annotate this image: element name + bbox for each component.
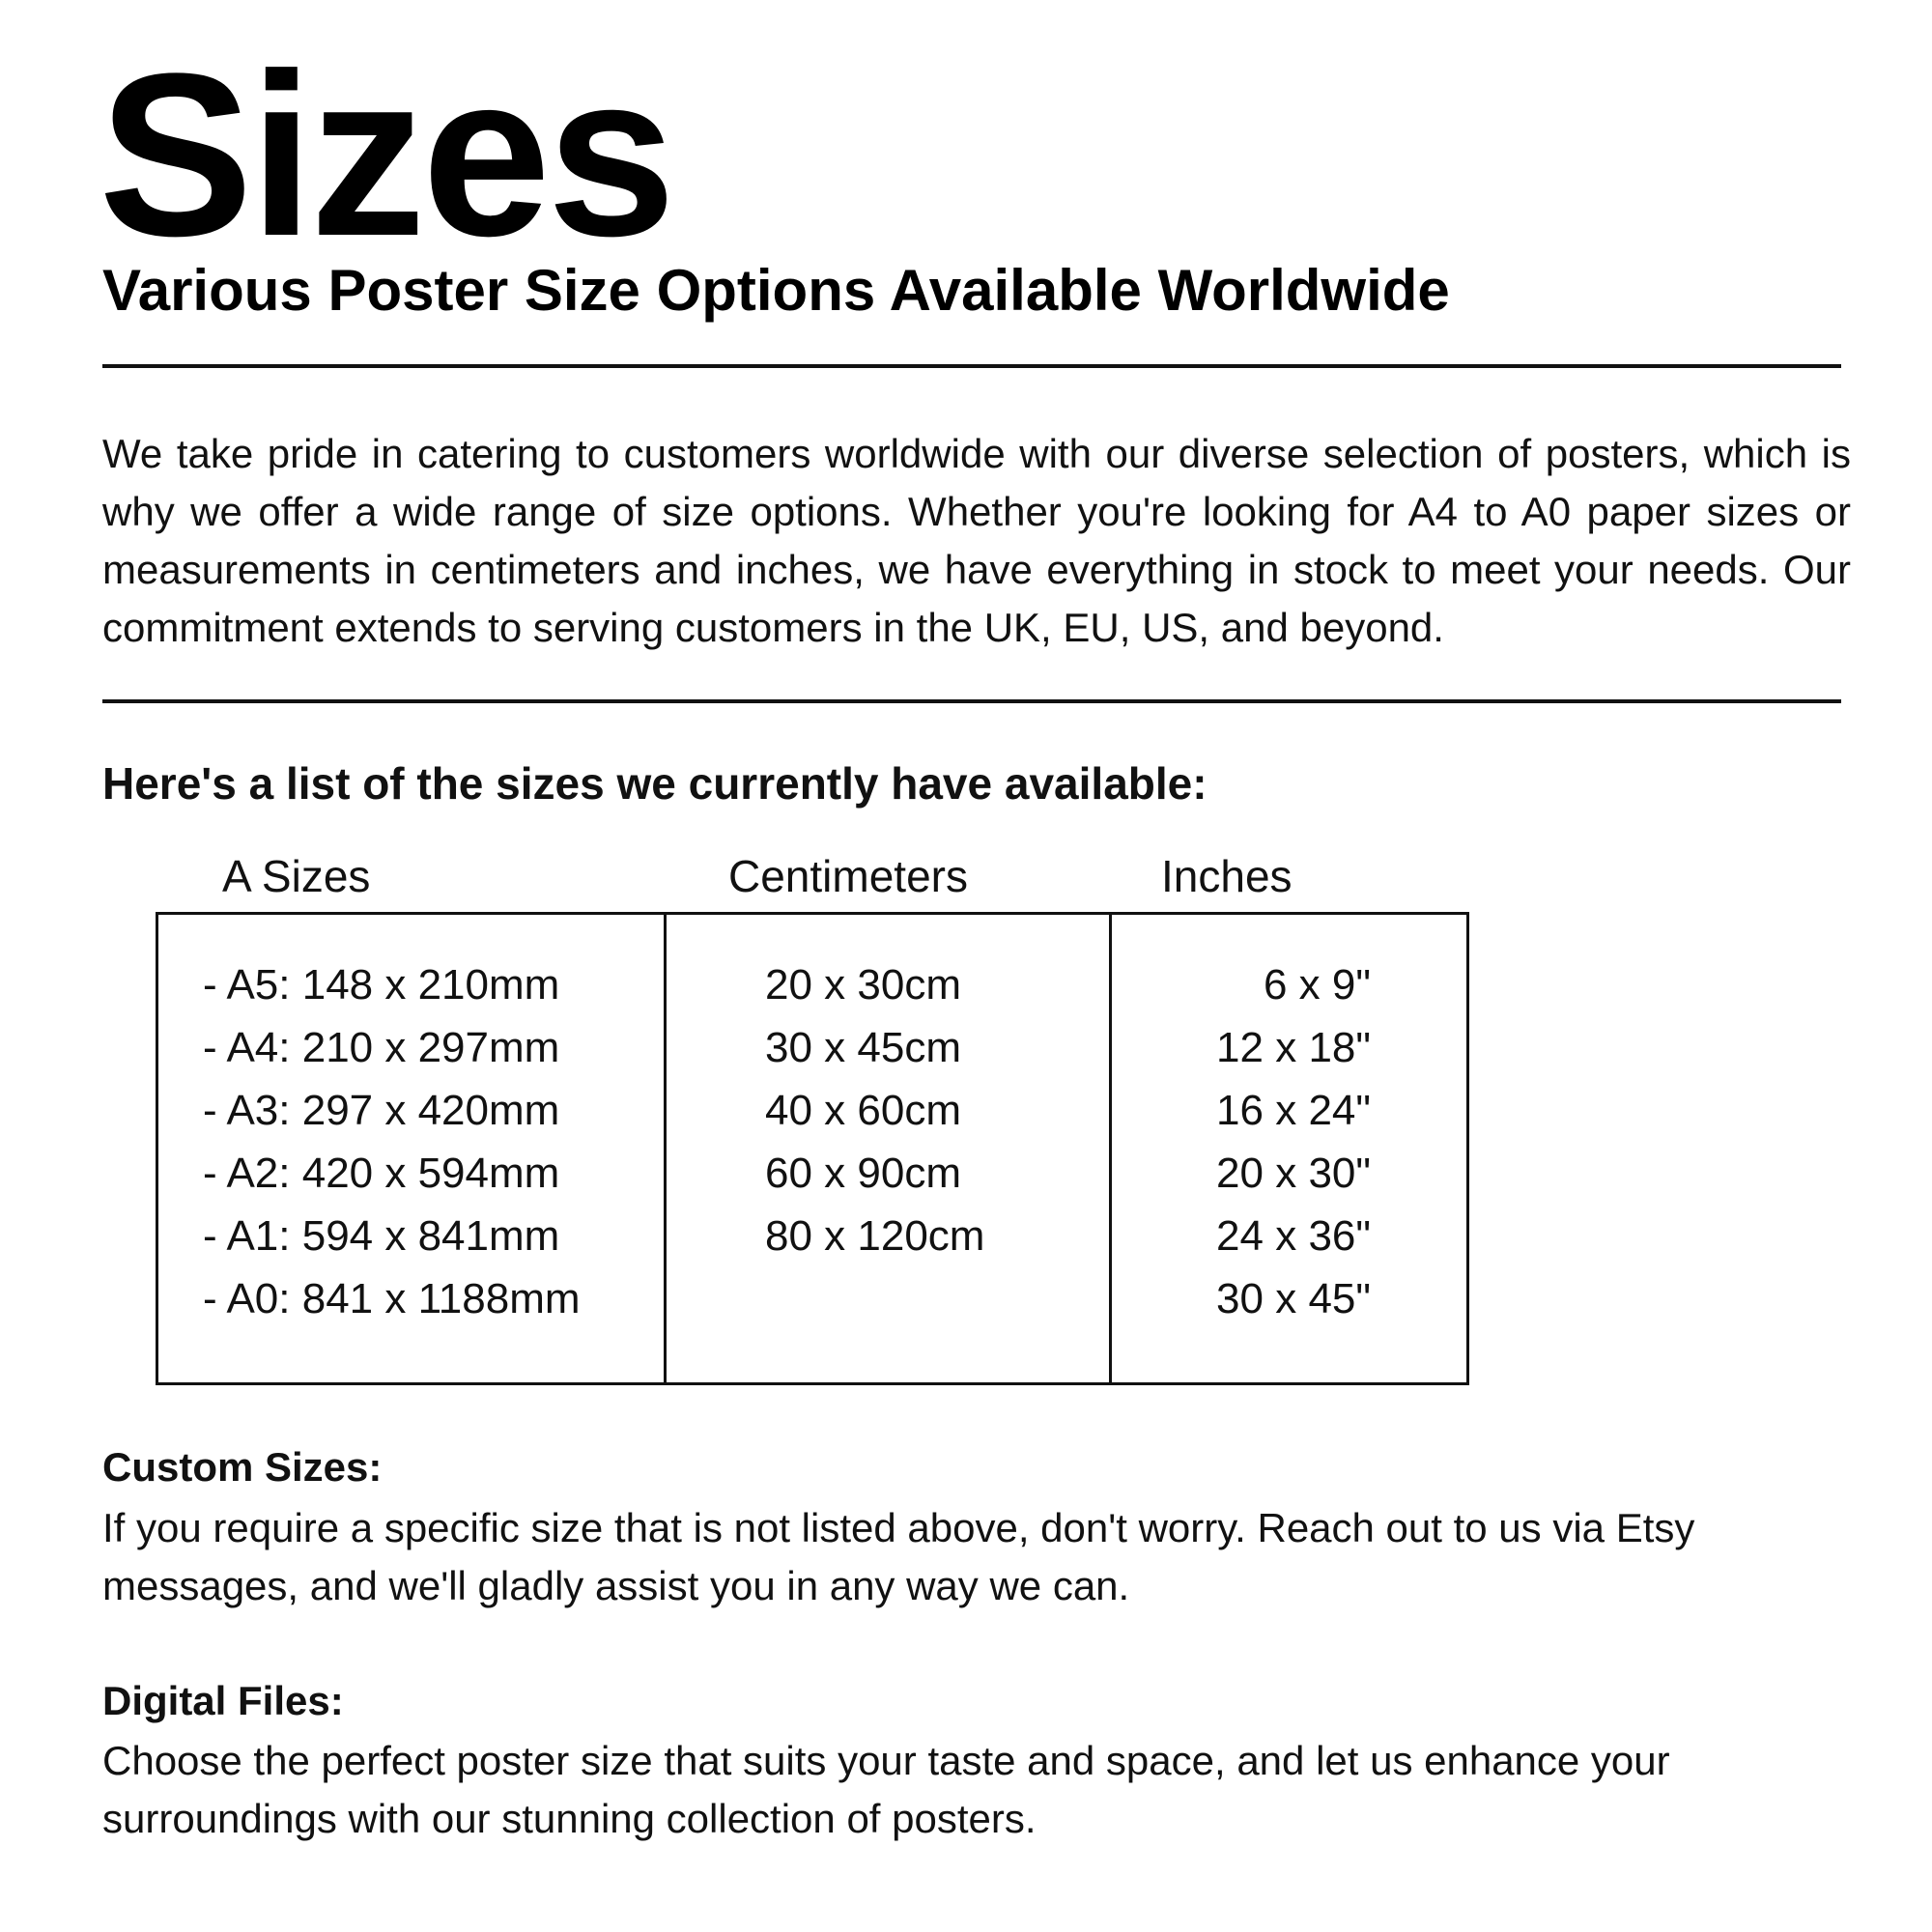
- page-title: Sizes: [99, 25, 672, 284]
- page-subtitle: Various Poster Size Options Available Worldwide: [102, 258, 1450, 323]
- intro-paragraph: We take pride in catering to customers worldwide with our diverse selection of posters, which is why we offer a wide range of size options. Whether you're looking for A4 to A0 paper sizes or measurements in centimeters and inches, we have everything in stock to meet your needs. Our commitment extends to serving customers in the UK, EU, US, and beyond.: [102, 431, 1851, 650]
- cm-size-item: 80 x 120cm: [765, 1212, 985, 1260]
- divider-top: [102, 364, 1841, 368]
- a-size-item: - A2: 420 x 594mm: [203, 1150, 560, 1197]
- inch-size-item: 6 x 9": [1263, 961, 1371, 1009]
- centimeters-column: [765, 953, 1074, 1267]
- column-header-a-sizes: A Sizes: [222, 851, 371, 901]
- digital-files-text: Choose the perfect poster size that suits your taste and space, and let us enhance your surroundings with our stunning collection of posters.: [102, 1738, 1670, 1841]
- cm-size-item: 40 x 60cm: [765, 1087, 961, 1134]
- a-size-item: - A3: 297 x 420mm: [203, 1087, 560, 1134]
- column-divider: [1109, 915, 1112, 1382]
- a-size-item: - A0: 841 x 1188mm: [203, 1275, 581, 1322]
- cm-size-item: 60 x 90cm: [765, 1150, 961, 1197]
- column-header-centimeters: Centimeters: [728, 851, 968, 901]
- inch-size-item: 24 x 36": [1216, 1212, 1371, 1260]
- inch-size-item: 30 x 45": [1216, 1275, 1371, 1322]
- digital-files-heading: Digital Files:: [102, 1678, 344, 1723]
- cm-size-item: 20 x 30cm: [765, 961, 961, 1009]
- inch-size-item: 12 x 18": [1216, 1024, 1371, 1071]
- column-divider: [664, 915, 667, 1382]
- column-header-inches: Inches: [1161, 851, 1293, 901]
- a-size-item: - A1: 594 x 841mm: [203, 1212, 560, 1260]
- a-sizes-column: [203, 953, 647, 1330]
- custom-sizes-heading: Custom Sizes:: [102, 1444, 383, 1490]
- size-list-heading: Here's a list of the sizes we currently have available:: [102, 758, 1208, 809]
- cm-size-item: 30 x 45cm: [765, 1024, 961, 1071]
- divider-middle: [102, 699, 1841, 703]
- inch-size-item: 20 x 30": [1216, 1150, 1371, 1197]
- custom-sizes-text: If you require a specific size that is not listed above, don't worry. Reach out to us via Etsy messages, and we'll gladly assist you in any way we can.: [102, 1505, 1695, 1608]
- inches-column: [1134, 953, 1371, 1330]
- inch-size-item: 16 x 24": [1216, 1087, 1371, 1134]
- a-size-item: - A4: 210 x 297mm: [203, 1024, 560, 1071]
- a-size-item: - A5: 148 x 210mm: [203, 961, 560, 1009]
- size-table: [156, 912, 1469, 1385]
